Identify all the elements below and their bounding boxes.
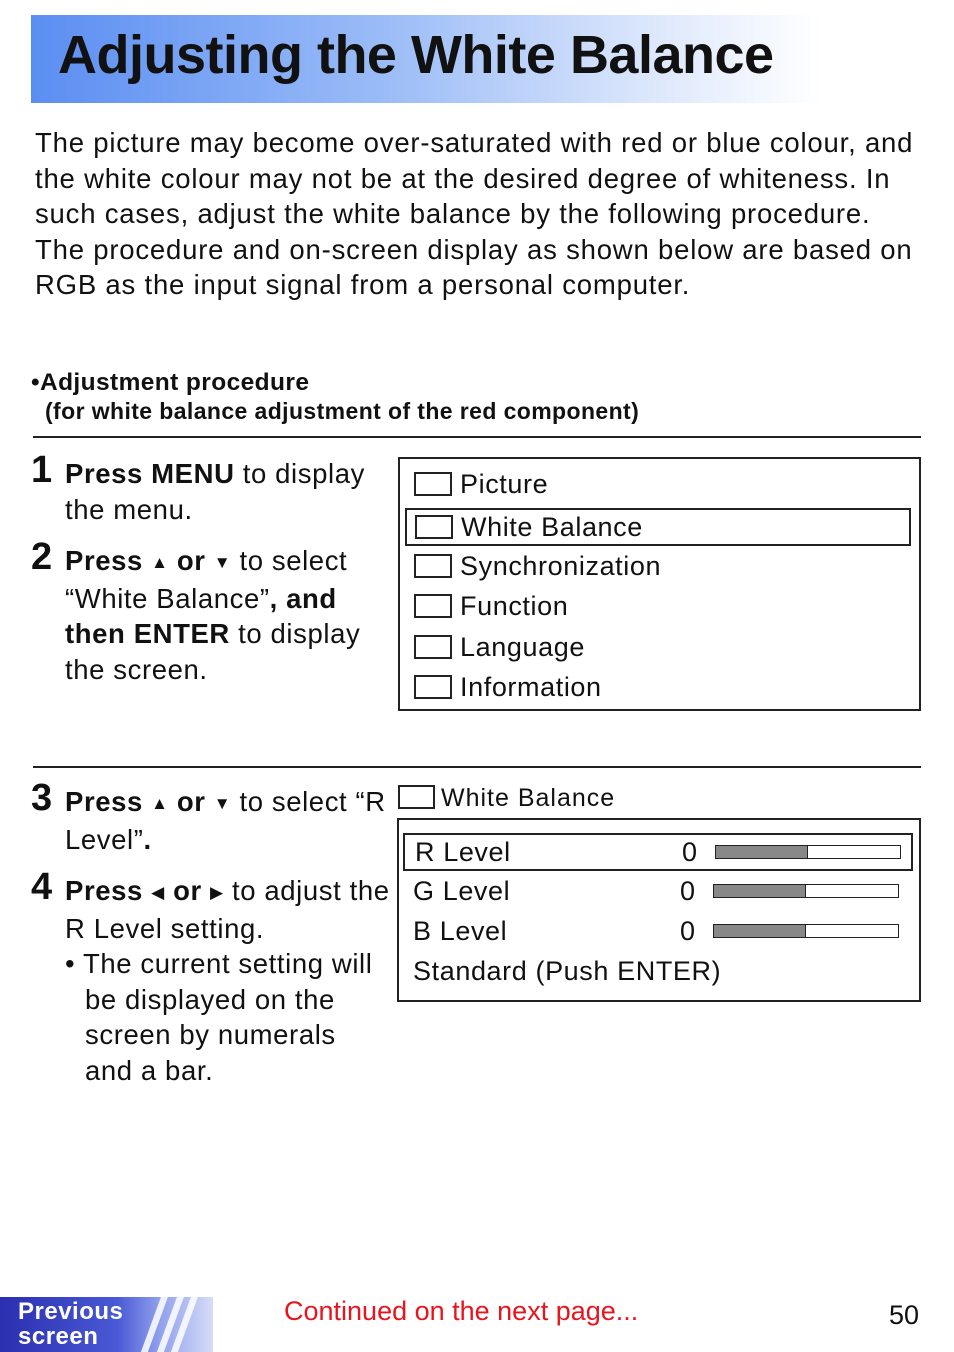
menu-item-label: Information bbox=[460, 672, 602, 702]
down-arrow-icon: ▼ bbox=[213, 794, 232, 813]
b-level-bar[interactable] bbox=[713, 924, 899, 938]
menu-item-information[interactable] bbox=[406, 672, 908, 702]
divider-middle bbox=[33, 766, 921, 768]
steps-group-2 bbox=[31, 777, 391, 1104]
left-arrow-icon: ◀ bbox=[151, 883, 165, 902]
menu-icon bbox=[415, 515, 453, 539]
g-level-row[interactable] bbox=[403, 874, 909, 908]
menu-icon bbox=[414, 635, 452, 659]
white-balance-screen bbox=[397, 818, 921, 1002]
down-arrow-icon: ▼ bbox=[213, 553, 232, 572]
g-level-bar-fill bbox=[714, 885, 806, 897]
menu-item-function[interactable] bbox=[406, 591, 908, 621]
r-level-bar[interactable] bbox=[715, 845, 901, 859]
menu-item-label: Picture bbox=[460, 469, 549, 499]
r-level-row[interactable] bbox=[403, 833, 913, 871]
page-title: Adjusting the White Balance bbox=[58, 25, 774, 85]
continued-note: Continued on the next page... bbox=[284, 1296, 639, 1326]
step-number: 4 bbox=[31, 866, 53, 908]
step-3-command: Press bbox=[65, 786, 152, 817]
step-number: 3 bbox=[31, 777, 53, 819]
step-3 bbox=[31, 777, 391, 857]
step-4 bbox=[31, 866, 391, 1088]
g-level-value: 0 bbox=[680, 876, 696, 906]
menu-item-label: Language bbox=[460, 632, 585, 662]
step-4-command: Press bbox=[65, 875, 152, 906]
menu-icon bbox=[414, 472, 452, 496]
right-arrow-icon: ▶ bbox=[210, 883, 224, 902]
menu-item-label: White Balance bbox=[461, 512, 643, 542]
steps-group-1 bbox=[31, 449, 391, 703]
step-2-text: to select “White Balance” bbox=[65, 545, 348, 614]
b-level-label: B Level bbox=[413, 916, 508, 946]
menu-item-label: Synchronization bbox=[460, 551, 662, 581]
white-balance-title: White Balance bbox=[441, 784, 616, 812]
step-1 bbox=[31, 449, 391, 527]
step-2-enter: , and then ENTER bbox=[65, 582, 337, 649]
divider-top bbox=[33, 436, 921, 438]
step-1-text: to display the menu. bbox=[65, 458, 365, 525]
menu-icon bbox=[414, 594, 452, 618]
up-arrow-icon: ▲ bbox=[151, 794, 169, 813]
procedure-heading bbox=[31, 369, 639, 425]
step-2-or: or bbox=[168, 545, 214, 576]
menu-item-synchronization[interactable] bbox=[406, 551, 908, 581]
step-1-command: Press MENU bbox=[65, 458, 235, 489]
up-arrow-icon: ▲ bbox=[151, 553, 169, 572]
procedure-subtitle: (for white balance adjustment of the red component) bbox=[45, 398, 640, 424]
menu-screen bbox=[398, 457, 921, 711]
r-level-bar-fill bbox=[716, 846, 808, 858]
menu-item-white-balance[interactable] bbox=[405, 508, 911, 546]
g-level-bar[interactable] bbox=[713, 884, 899, 898]
step-3-text: to select “R Level” bbox=[65, 786, 386, 855]
step-2-text-end: to display the screen. bbox=[65, 618, 361, 685]
r-level-label: R Level bbox=[415, 837, 511, 867]
g-level-label: G Level bbox=[413, 876, 511, 906]
menu-item-picture[interactable] bbox=[406, 469, 908, 499]
b-level-row[interactable] bbox=[403, 914, 909, 948]
r-level-value: 0 bbox=[682, 837, 698, 867]
intro-text bbox=[35, 125, 925, 303]
menu-item-language[interactable] bbox=[406, 632, 908, 662]
step-4-text: to adjust the R Level setting. bbox=[65, 875, 390, 944]
white-balance-heading bbox=[398, 784, 615, 813]
step-2-command: Press bbox=[65, 545, 152, 576]
menu-icon bbox=[398, 785, 435, 809]
step-3-period: . bbox=[143, 823, 152, 855]
intro-paragraph-1: The picture may become over-saturated with red or blue colour, and the white colour may not be at the desired degree of whiteness. In such cases, adjust the white balance by the following procedure. bbox=[35, 127, 914, 229]
step-3-or: or bbox=[168, 786, 214, 817]
b-level-value: 0 bbox=[680, 916, 696, 946]
step-number: 2 bbox=[31, 536, 53, 578]
standard-option[interactable]: Standard (Push ENTER) bbox=[413, 956, 722, 986]
step-4-note: • The current setting will be displayed on the screen by numerals and a bar. bbox=[65, 948, 373, 1086]
page-number: 50 bbox=[889, 1300, 920, 1330]
b-level-bar-fill bbox=[714, 925, 806, 937]
step-number: 1 bbox=[31, 449, 53, 491]
menu-icon bbox=[414, 554, 452, 578]
procedure-title: •Adjustment procedure bbox=[31, 369, 310, 396]
intro-paragraph-2: The procedure and on-screen display as shown below are based on RGB as the input signal from a personal computer. bbox=[35, 233, 913, 300]
step-2 bbox=[31, 536, 391, 687]
menu-item-label: Function bbox=[460, 591, 569, 621]
menu-icon bbox=[414, 675, 452, 699]
previous-screen-label[interactable]: Previous screen bbox=[18, 1298, 124, 1350]
step-4-or: or bbox=[164, 875, 211, 906]
